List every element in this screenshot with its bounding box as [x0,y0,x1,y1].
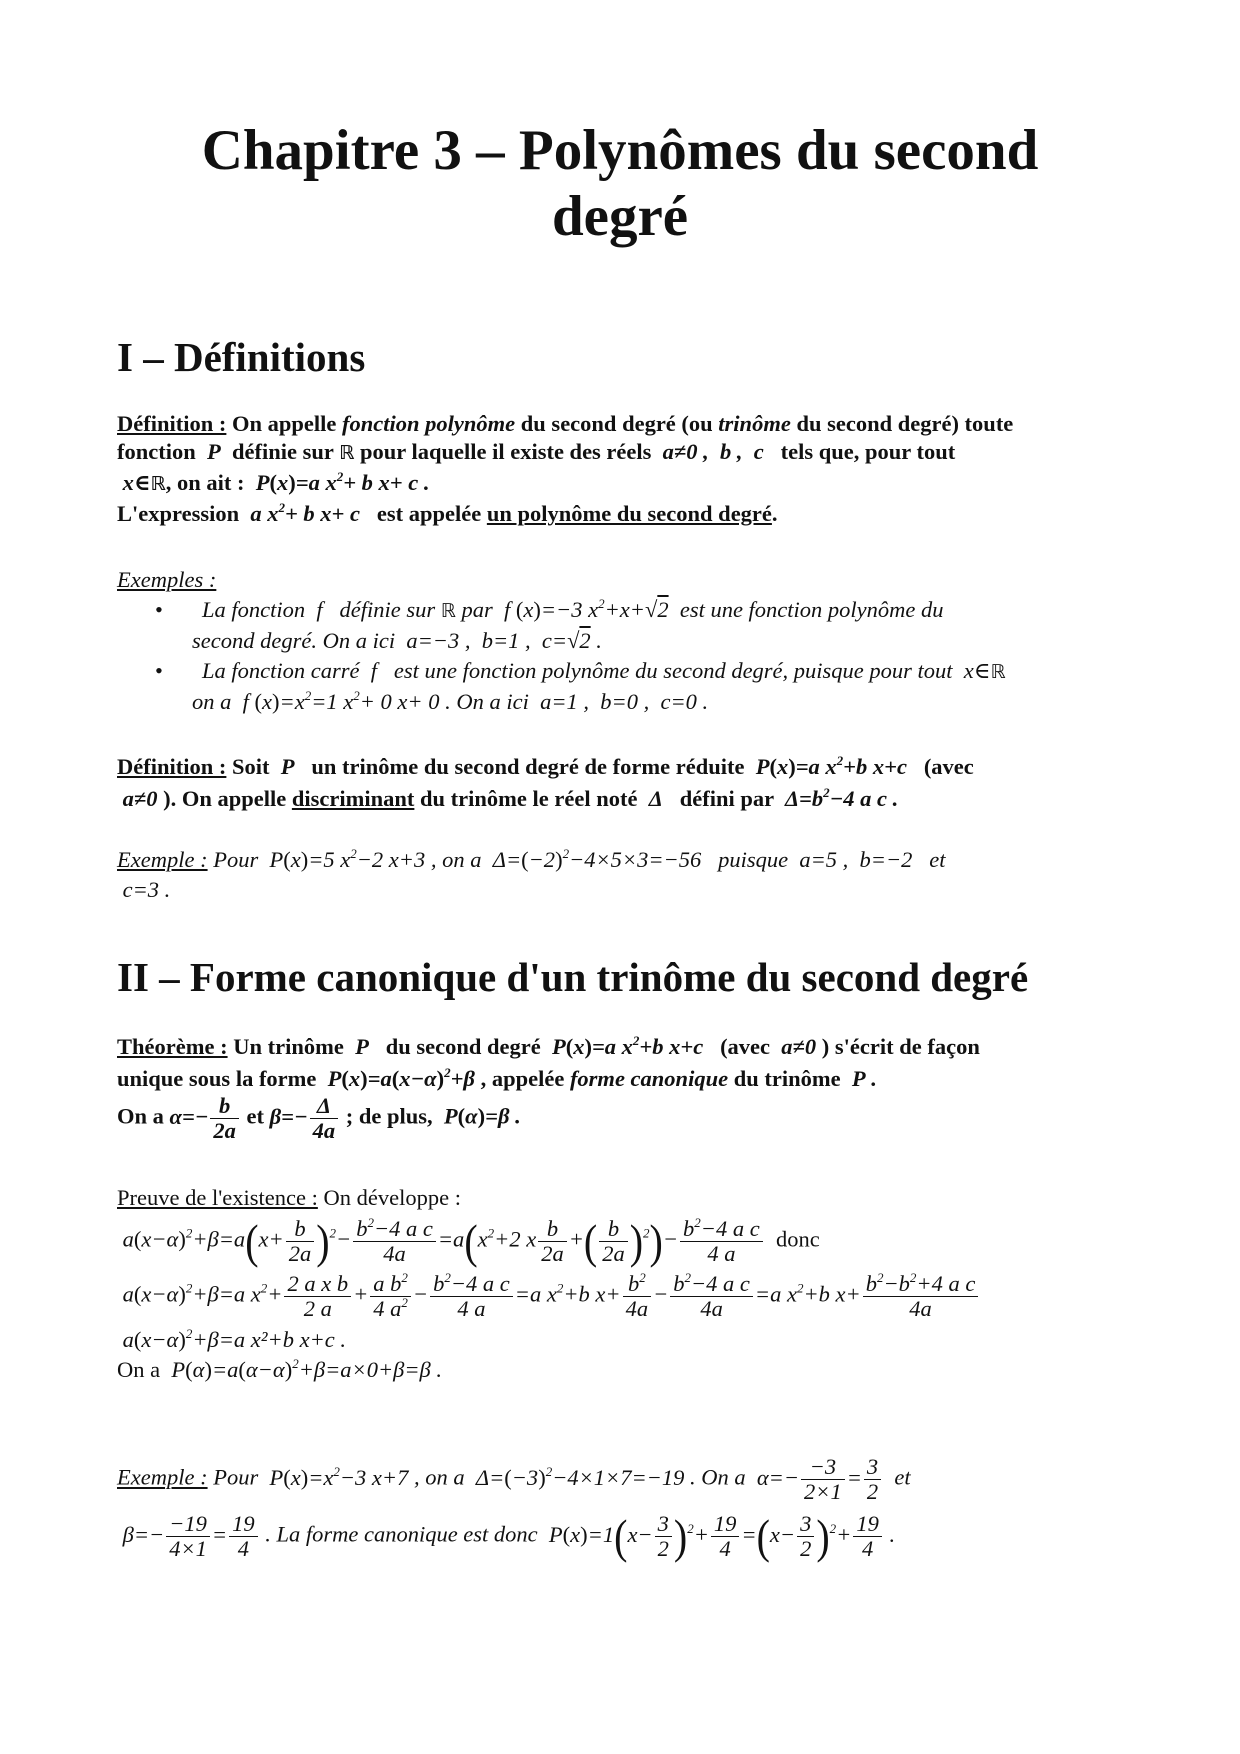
section-heading-forme-canonique: II – Forme canonique d'un trinôme du second degré [117,954,1029,1000]
proof-label: Preuve de l'existence : [117,1185,318,1210]
list-item: • La fonction f définie sur ℝ par f (x)=−3 $x^2+x+√2$ est une fonction polynôme du [155,596,944,622]
canonical-form-formula: $P(x)=a(x-\alpha)^2+\beta$ [322,1065,481,1091]
definition-2: Définition : Soit P un trinôme du second degré de forme réduite P(x)=a $x^2+b$ x+c (avec a≠0 ). On appelle discriminant du trinôme le réel noté Δ défini par $\Delta=b^2-4$ a c . [117,753,974,811]
example-discriminant: Exemple : Pour P(x)=5 $x^2-2$ x+3 , on a $\Delta=(-2)^2-4\times 5\times 3=-56$ puisque a=5 , b=−2 et c=3 . [117,846,946,902]
proof-line-3: $a(x-\alpha)^2+\beta=a$ x²+b x+c . [117,1326,347,1352]
examples-block: Exemples : • La fonction f définie sur ℝ par f (x)=−3 $x^2+x+√2$ est une fonction polynôme du second degré. On a ici a=−3 , b=1 , c=√2 . • La fonction carré f est une fonction polynôme du second degré, puisque pour tout x∈ℝ on a f $(x)=x^2=1$ $x^2+ 0$ x+ 0 . On a ici a=1 , b=0 , c=0 . [117,565,1127,717]
discriminant-formula: $\Delta=b^2-4$ a c . [779,785,899,811]
term-discriminant: discriminant [291,786,415,811]
theorem-label: Théorème : [117,1034,228,1059]
definition-label: Définition : [117,411,227,436]
list-item: • La fonction carré f est une fonction polynôme du second degré, puisque pour tout x∈ℝ [155,658,1006,683]
definition-label: Définition : [117,754,227,779]
proof-line-4: On a $P(\alpha)=a(\alpha-\alpha)^2+\beta=a\times 0+\beta=\beta$ . [117,1356,442,1382]
examples-label: Exemples : [117,567,217,592]
page-title: Chapitre 3 – Polynômes du second degré [201,119,1039,248]
proof-existence: Preuve de l'existence : On développe : $a(x-\alpha)^2+\beta=a(x+$ $\frac{b}{2a}$ )$^2$− $\frac{b^2-4 a c}{4a}$ $=a(x^2+2$ x $\frac{b}{2a}$ +( $\frac{b}{2a}$ )$^2$)− $\frac{b^2-4 a c}{4 a}$ donc $a(x-\alpha)^2+\beta=a$ $x^2+$ $\frac{\text{2 a x b}}{2 a}$ + $\frac{a b^2}{4 a^2}$ − $\frac{b^2-4 a c}{4 a}$ =a $x^2+b$ x+ $\frac{b^2}{4a}$ − $\frac{b^2-4 a c}{4a}$ =a $x^2+b$ x+ $\frac{b^2-b^2+4 a c}{4a}$ $a(x-\alpha)^2+\beta=a$ x²+b x+c . On a $P(\alpha)=a(\alpha-\alpha)^2+\beta=a\times 0+\beta=\beta$ . [117,1183,1127,1385]
definition-1: Définition : On appelle fonction polynôme du second degré (ou trinôme du second degré) toute fonction P définie sur ℝ pour laquelle il existe des réels a≠0 , b , c tels que, pour tout x∈ℝ, on ait : P(x)=a $x^2+ b$ x+ c . L'expression a $x^2+ b$ x+ c est appelée un polynôme du second degré. [117,411,1014,526]
example-canonical: Exemple : Pour $P(x)=x^2-3$ x+7 , on a $\Delta=(-3)^2-4\times 1\times 7=-19$ . On a α=− $\frac{-3}{2\times 1}$ = $\frac{3}{2}$ et β=− $\frac{-19}{4\times 1}$ = $\frac{19}{4}$ . La forme canonique est donc P(x)=1(x− $\frac{3}{2}$ )$^2$+ $\frac{19}{4}$ =(x− $\frac{3}{2}$ )$^2$+ $\frac{19}{4}$ . [117,1454,911,1563]
theorem: Théorème : Un trinôme P du second degré P(x)=a $x^2+b$ x+c (avec a≠0 ) s'écrit de façon unique sous la forme $P(x)=a(x-\alpha)^2+\beta$ , appelée forme canonique du trinôme P . On a α=− $\frac{b}{2a}$ et β=− $\frac{\Delta}{4a}$ ; de plus, P(α)=β . [117,1033,980,1143]
reals-symbol: ℝ [339,442,355,464]
proof-line-1: $a(x-\alpha)^2+\beta=a(x+$ $\frac{b}{2a}$ )$^2$− $\frac{b^2-4 a c}{4a}$ $=a(x^2+2$ x $\frac{b}{2a}$ +( $\frac{b}{2a}$ )$^2$)− $\frac{b^2-4 a c}{4 a}$ donc [117,1213,820,1268]
section-heading-definitions: I – Définitions [117,334,366,380]
polynomial-formula: P(x)=a $x^2+ b$ x+ c . [250,469,430,495]
proof-line-2: $a(x-\alpha)^2+\beta=a$ $x^2+$ $\frac{\text{2 a x b}}{2 a}$ + $\frac{a b^2}{4 a^2}$ − $\frac{b^2-4 a c}{4 a}$ =a $x^2+b$ x+ $\frac{b^2}{4a}$ − $\frac{b^2-4 a c}{4a}$ =a $x^2+b$ x+ $\frac{b^2-b^2+4 a c}{4a}$ [117,1272,1127,1321]
term-fonction-polynome: fonction polynôme [342,411,516,436]
